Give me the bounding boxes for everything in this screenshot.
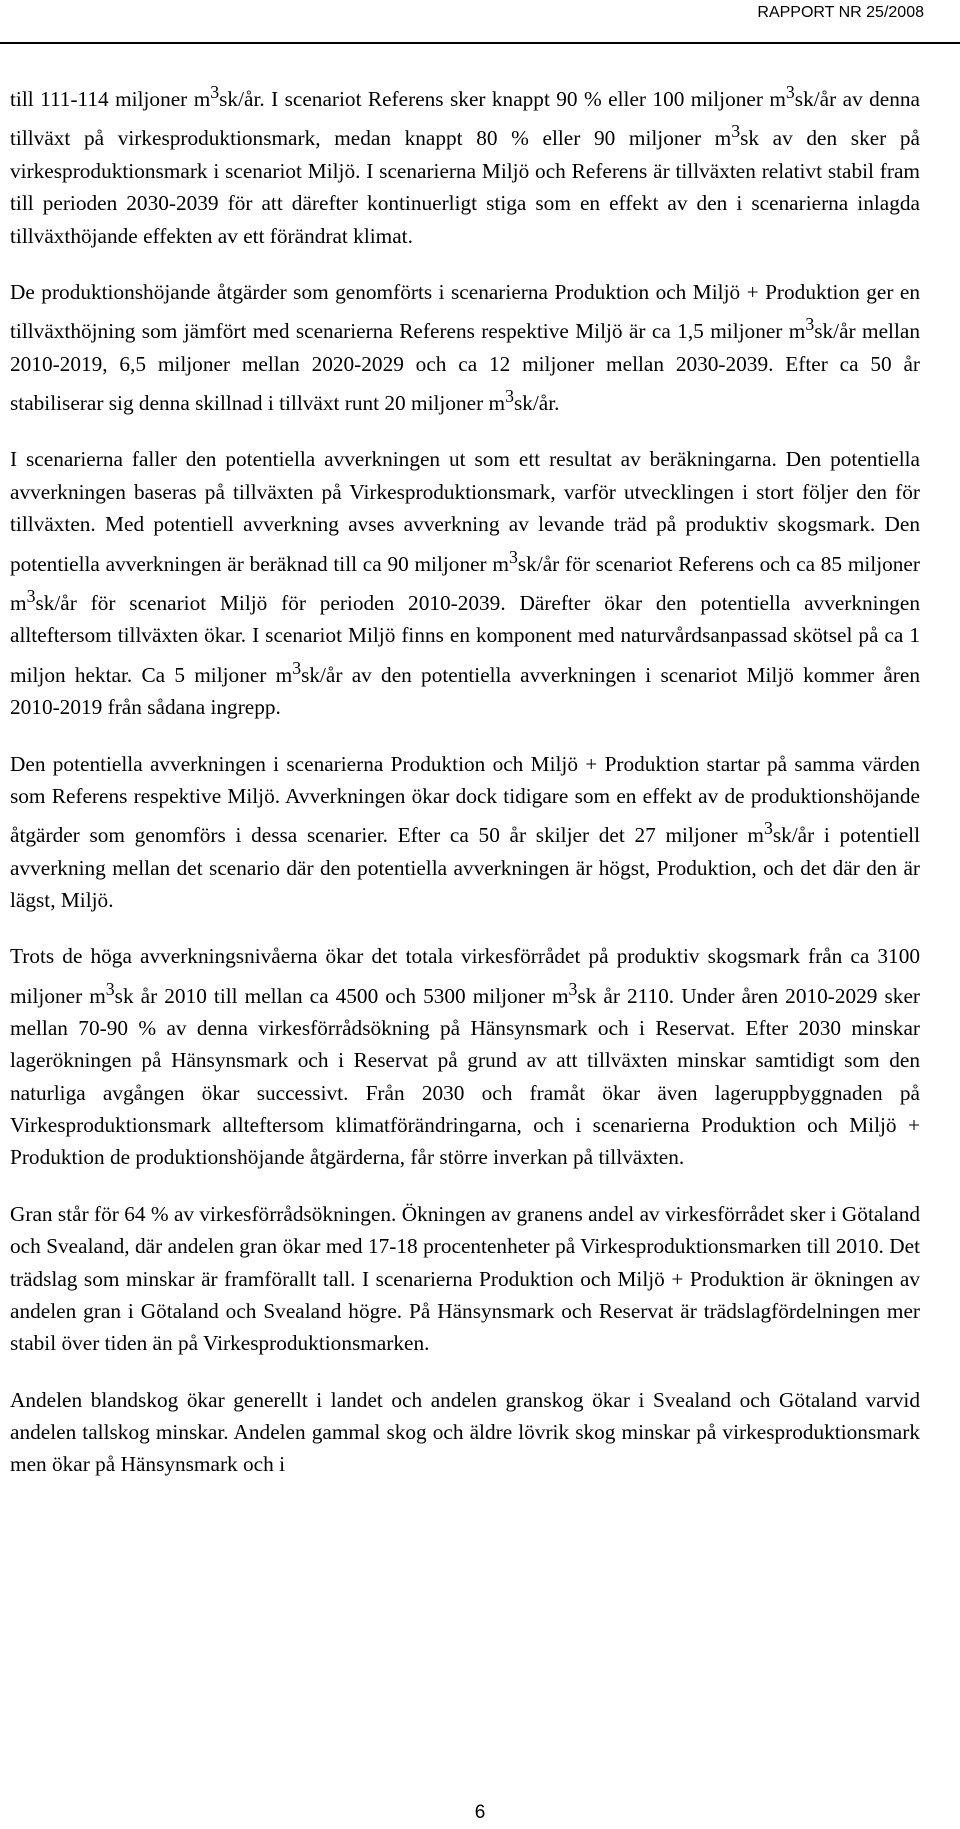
paragraph: Trots de höga avverkningsnivåerna ökar det totala virkesförrådet på produktiv skogsmark från ca 3100 miljoner $m^3sk$ år 2010 till mellan ca 4500 och 5300 miljoner $m^3sk$ år 2110. Under åren 2010-2029 sker mellan 70-90 % av denna virkesförrådsökning på Hänsynsmark och i Reservat. Efter 2030 minskar lagerökningen på Hänsynsmark och i Reservat på grund av att tillväxten minskar samtidigt som den naturliga avgången ökar successivt. Från 2030 och framåt ökar även lageruppbyggnaden på Virkesproduktionsmark allteftersom klimatförändringarna, och i scenarierna Produktion och Miljö + Produktion de produktionshöjande åtgärderna, får större inverkan på tillväxten. bbox=[10, 944, 920, 1170]
paragraph: Den potentiella avverkningen i scenarierna Produktion och Miljö + Produktion startar på samma värden som Referens respektive Miljö. Avverkningen ökar dock tidigare som en effekt av de produktionshöjande åtgärder som genomförs i dessa scenarier. Efter ca 50 år skiljer det 27 miljoner $m^3sk/år$ i potentiell avverkning mellan det scenario där den potentiella avverkningen är högst, Produktion, och det där den är lägst, Miljö. bbox=[10, 751, 920, 912]
paragraph: Andelen blandskog ökar generellt i landet och andelen granskog ökar i Svealand och Götaland varvid andelen tallskog minskar. Andelen gammal skog och äldre lövrik skog minskar på virkesproduktionsmark men ökar på Hänsynsmark och i bbox=[10, 1387, 920, 1477]
body-text bbox=[10, 76, 920, 1505]
paragraph: I scenarierna faller den potentiella avverkningen ut som ett resultat av beräkningarna. Den potentiella avverkningen baseras på tillväxten på Virkesproduktionsmark, varför utvecklingen i stort följer den för tillväxten. Med potentiell avverkning avses avverkning av levande träd på produktiv skogsmark. Den potentiella avverkningen är beräknad till ca 90 miljoner $m^3sk/år$ för scenariot Referens och ca 85 miljoner $m^3sk/år$ för scenariot Miljö för perioden 2010-2039. Därefter ökar den potentiella avverkningen allteftersom tillväxten ökar. I scenariot Miljö finns en komponent med naturvårdsanpassad skötsel på ca 1 miljon hektar. Ca 5 miljoner $m^3sk/år$ av den potentiella avverkningen i scenariot Miljö kommer åren 2010-2019 från sådana ingrepp. bbox=[10, 447, 921, 720]
report-header: RAPPORT NR 25/2008 bbox=[757, 4, 924, 21]
paragraph: till 111-114 miljoner $m^3sk/år$. I scenariot Referens sker knappt 90 % eller 100 miljoner $m^3sk/år$ av denna tillväxt på virkesproduktionsmark, medan knappt 80 % eller 90 miljoner $m^3sk$ av den sker på virkesproduktionsmark i scenariot Miljö. I scenarierna Miljö och Referens är tillväxten relativt stabil fram till perioden 2030-2039 för att därefter kontinuerligt stiga som en effekt av den i scenarierna inlagda tillväxthöjande effekten av ett förändrat klimat. bbox=[10, 82, 920, 248]
paragraph: De produktionshöjande åtgärder som genomförts i scenarierna Produktion och Miljö + Produktion ger en tillväxthöjning som jämfört med scenarierna Referens respektive Miljö är ca 1,5 miljoner $m^3sk/år$ mellan 2010-2019, 6,5 miljoner mellan 2020-2029 och ca 12 miljoner mellan 2030-2039. Efter ca 50 år stabiliserar sig denna skillnad i tillväxt runt 20 miljoner $m^3sk/år$. bbox=[10, 279, 920, 416]
header-divider bbox=[0, 42, 960, 44]
page-number: 6 bbox=[474, 1802, 486, 1823]
paragraph: Gran står för 64 % av virkesförrådsökningen. Ökningen av granens andel av virkesförrådet sker i Götaland och Svealand, där andelen gran ökar med 17-18 procentenheter på Virkesproduktionsmarken till 2010. Det trädslag som minskar är framförallt tall. I scenarierna Produktion och Miljö + Produktion är ökningen av andelen gran i Götaland och Svealand högre. På Hänsynsmark och Reservat är trädslagfördelningen mer stabil över tiden än på Virkesproduktionsmarken. bbox=[10, 1201, 920, 1356]
